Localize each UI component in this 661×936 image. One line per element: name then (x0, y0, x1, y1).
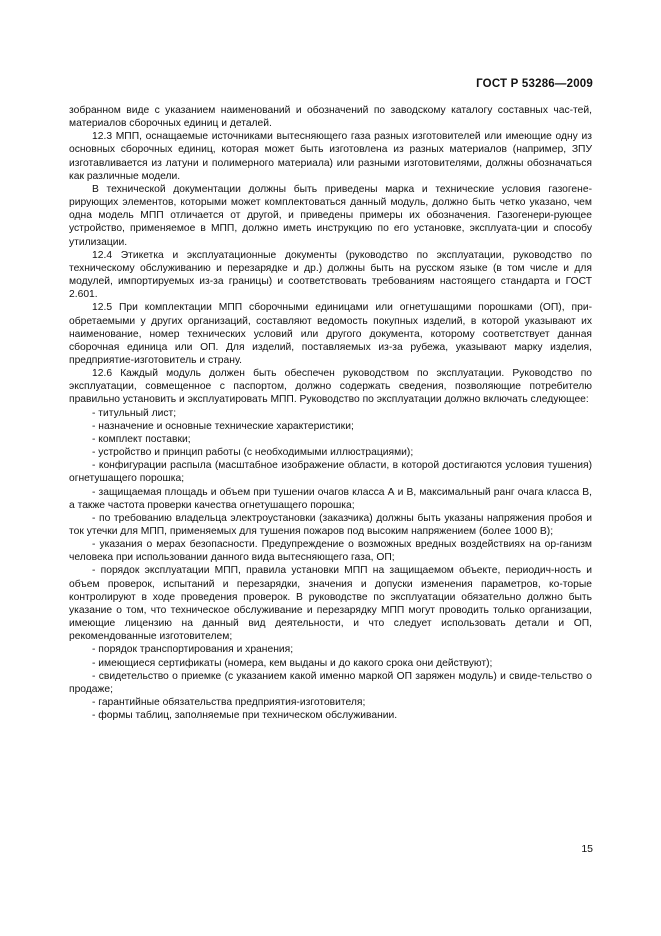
list-item: - назначение и основные технические характеристики; (92, 420, 354, 432)
list-item: - порядок транспортирования и хранения; (92, 644, 294, 656)
paragraph-12-3: 12.3 МПП, оснащаемые источниками вытесняющего газа разных изготовителей или имеющие одну из основных сборочных единиц, которая может быть изготовлена из разных материалов (например, ЗПУ изготавливается из латуни и полимерного материала) или разными изготовителями, должны обозначаться как различные модели. (69, 131, 592, 182)
document-body (69, 104, 592, 722)
list-item: - свидетельство о приемке (с указанием какой именно маркой ОП заряжен модуль) и свиде-тельство о продаже; (69, 670, 592, 695)
list-item: - защищаемая площадь и объем при тушении очагов класса А и В, максимальный ранг очага класса В, а также частота проверки качества огнетушащего порошка; (69, 486, 592, 511)
list-item: - титульный лист; (92, 407, 177, 419)
paragraph-12-5: 12.5 При комплектации МПП сборочными единицами или огнетушащими порошками (ОП), при-обретаемыми у других организаций, составляют ведомость покупных изделий, в которой указывают их наименование, номер технических условий или другого документа, которому соответствует данная сборочная единица или ОП. Для изделий, поставляемых из-за рубежа, указывают марку изделия, предприятие-изготовитель и страну. (69, 302, 592, 366)
list-item: - порядок эксплуатации МПП, правила установки МПП на защищаемом объекте, периодич-ность и объем проверок, испытаний и перезарядки, значения и допуски изменения параметров, ко-торые контролируют в ходе проведения проверок. В руководстве по эксплуатации обязательно должно быть указание о том, что техническое обслуживание и перезарядку МПП могут проводить только организации, имеющие лицензию на данный вид деятельности, и что следует использовать детали и ОП, рекомендованные изготовителем; (69, 565, 592, 643)
document-header: ГОСТ Р 53286—2009 (476, 78, 593, 90)
page-number: 15 (581, 843, 593, 855)
paragraph-12-6: 12.6 Каждый модуль должен быть обеспечен руководством по эксплуатации. Руководство по эксплуатации, совмещенное с паспортом, должно содержать сведения, позволяющие потребителю правильно установить и эксплуатировать МПП. Руководство по эксплуатации должно включать следующее: (69, 368, 592, 406)
list-item: - гарантийные обязательства предприятия-изготовителя; (92, 697, 366, 709)
paragraph-tech-docs: В технической документации должны быть приведены марка и технические условия газогене-рирующих элементов, которыми может комплектоваться данный модуль, должно быть четко указано, чем одна модель МПП отличается от другой, и приведены примеры их обозначения. Газогенери-рующее устройство, применяемое в МПП, должно иметь инструкцию по его установке, эксплуата-ции и способу утилизации. (69, 183, 592, 248)
list-item: - конфигурации распыла (масштабное изображение области, в которой достигаются условия тушения) огнетушащего порошка; (69, 460, 592, 485)
paragraph-12-4: 12.4 Этикетка и эксплуатационные документы (руководство по эксплуатации, руководство по техническому обслуживанию и перезарядке и др.) должны быть на русском языке (в том числе и для модулей, импортируемых из-за границы) и соответствовать требованиям настоящего стандарта и ГОСТ 2.601. (69, 249, 592, 301)
list-item: - имеющиеся сертификаты (номера, кем выданы и до какого срока они действуют); (92, 657, 493, 669)
list-item: - устройство и принцип работы (с необходимыми иллюстрациями); (92, 447, 414, 459)
list-item: - указания о мерах безопасности. Предупреждение о возможных вредных воздействиях на ор-ганизм человека при использовании данного вида вытесняющего газа, ОП; (69, 539, 592, 564)
list-item: - комплект поставки; (92, 433, 191, 445)
list-item: - формы таблиц, заполняемые при техническом обслуживании. (92, 710, 398, 722)
list-item: - по требованию владельца электроустановки (заказчика) должны быть указаны напряжения пробоя и ток утечки для МПП, применяемых для тушения пожаров под высоким напряжением (более 1000 В); (69, 512, 592, 537)
paragraph-continuation: зобранном виде с указанием наименований и обозначений по заводскому каталогу составных час-тей, материалов сборочных единиц и деталей. (69, 105, 592, 130)
